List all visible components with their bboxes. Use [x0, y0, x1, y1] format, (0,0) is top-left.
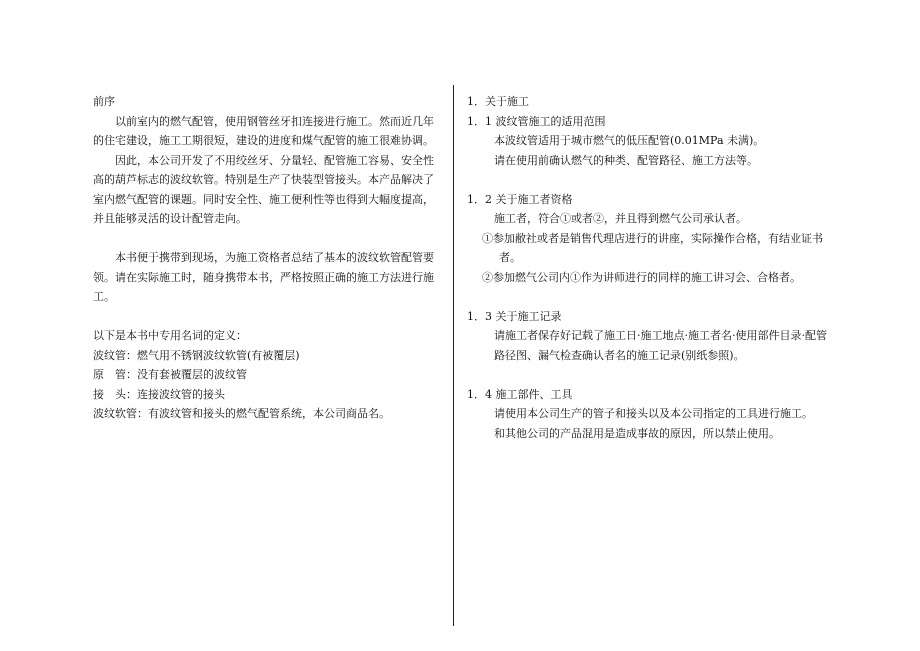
left-column [93, 92, 443, 424]
definitions-intro: 以下是本书中专用名词的定义： [93, 329, 247, 342]
preface-paragraph-1: 以前室内的燃气配管，使用钢管丝牙扣连接进行施工。然而近几年的住宅建设，施工工期很短，建设的进度和煤气配管的施工很难协调。 [93, 114, 434, 147]
definition-fitting: 接 头：连接波纹管的接头 [93, 387, 225, 401]
preface-paragraph-2: 因此，本公司开发了不用绞丝牙、分量轻、配管施工容易、安全性高的葫芦标志的波纹软管。特别是生产了快装型管接头。本产品解决了室内燃气配管的课题。同时安全性、施工便利性等也得到大幅度提高，并且能够灵活的设计配管走向。 [93, 153, 434, 225]
section-1-1-title: 1．1 波纹管施工的适用范围 [467, 114, 606, 128]
section-1-4-line: 和其他公司的产品混用是造成事故的原因，所以禁止使用。 [494, 426, 780, 440]
section-1-1-line: 请在使用前确认燃气的种类、配管路径、施工方法等。 [494, 153, 758, 167]
right-column [467, 92, 827, 443]
definition-hose-system: 波纹软管：有波纹管和接头的燃气配管系统，本公司商品名。 [93, 407, 390, 420]
definition-corrugated-pipe: 波纹管：燃气用不锈钢波纹软管(有被覆层) [93, 348, 300, 362]
spacer [467, 365, 827, 385]
chapter-heading: 1．关于施工 [467, 95, 529, 108]
section-1-3-title: 1．3 关于施工记录 [467, 309, 562, 323]
spacer [467, 170, 827, 190]
section-1-2-title: 1．2 关于施工者资格 [467, 192, 573, 206]
spacer [467, 287, 827, 307]
section-1-3-line: 请施工者保存好记载了施工日·施工地点·施工者名·使用部件目录·配管路径图、漏气检查确认者名的施工记录(别纸参照)。 [494, 329, 827, 362]
section-1-1-line: 本波纹管适用于城市燃气的低压配管(0.01MPa 未满)。 [494, 134, 765, 147]
spacer [93, 229, 443, 249]
definition-bare-pipe: 原 管：没有套被覆层的波纹管 [93, 368, 247, 381]
qualification-item-1: ①参加敝社或者是销售代理店进行的讲座，实际操作合格，有结业证书者。 [482, 231, 823, 264]
qualification-item-2: ②参加燃气公司内①作为讲师进行的同样的施工讲习会、合格者。 [482, 270, 801, 284]
column-divider [453, 85, 454, 626]
preface-title: 前序 [93, 95, 115, 108]
section-1-4-line: 请使用本公司生产的管子和接头以及本公司指定的工具进行施工。 [494, 407, 813, 420]
section-1-2-line: 施工者，符合①或者②，并且得到燃气公司承认者。 [494, 212, 747, 225]
section-1-4-title: 1．4 施工部件、工具 [467, 387, 573, 401]
preface-paragraph-3: 本书便于携带到现场，为施工资格者总结了基本的波纹软管配管要领。请在实际施工时，随身携带本书，严格按照正确的施工方法进行施工。 [93, 251, 434, 303]
spacer [93, 307, 443, 327]
